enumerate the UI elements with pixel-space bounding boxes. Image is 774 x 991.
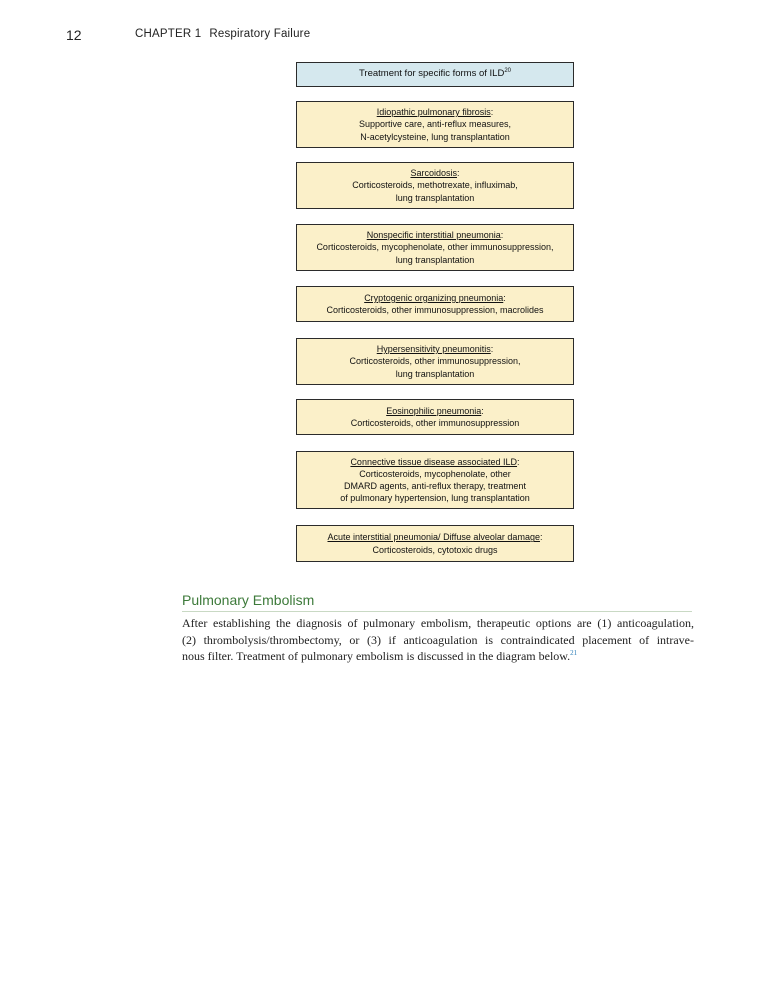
box-line: lung transplantation xyxy=(395,368,475,379)
box-title xyxy=(300,229,570,241)
box-line: of pulmonary hypertension, lung transplantation xyxy=(340,493,530,504)
body-paragraph xyxy=(182,615,694,665)
paragraph-line-text: nous filter. Treatment of pulmonary embolism is discussed in the diagram below. xyxy=(182,649,571,663)
box-line: Corticosteroids, cytotoxic drugs xyxy=(372,544,498,555)
box-line: Corticosteroids, other immunosuppression, xyxy=(349,356,521,367)
box-title-text: Idiopathic pulmonary fibrosis xyxy=(376,107,491,118)
running-head xyxy=(135,28,310,40)
box-title-text: Sarcoidosis xyxy=(410,168,457,179)
diagram-box-sarcoidosis xyxy=(296,162,574,209)
box-title-text: Cryptogenic organizing pneumonia xyxy=(364,292,504,303)
paragraph-line-last xyxy=(182,648,694,665)
box-line: lung transplantation xyxy=(395,254,475,265)
box-title-suffix: : xyxy=(500,230,504,241)
box-title-suffix: : xyxy=(517,456,520,467)
chapter-label: CHAPTER 1 xyxy=(135,28,202,40)
diagram-box-ipf xyxy=(296,101,574,148)
box-title-text: Hypersensitivity pneumonitis xyxy=(376,344,491,355)
box-line: Corticosteroids, other immunosuppression xyxy=(350,418,520,428)
box-title xyxy=(300,531,570,543)
box-title-text: Eosinophilic pneumonia xyxy=(386,405,482,416)
paragraph-line: After establishing the diagnosis of pulmonary embolism, therapeutic options are (1) anticoagulation, xyxy=(182,616,694,630)
diagram-box-ctd-ild xyxy=(296,451,574,509)
diagram-box-hp xyxy=(296,338,574,385)
box-title-suffix: : xyxy=(490,107,494,118)
box-line: lung transplantation xyxy=(395,192,475,203)
box-title xyxy=(300,456,570,468)
diagram-box-cop xyxy=(296,286,574,322)
box-title xyxy=(300,292,570,304)
box-title-text: Connective tissue disease associated ILD xyxy=(350,456,518,467)
diagram-box-eosinophilic xyxy=(296,399,574,435)
box-line: DMARD agents, anti-reflux therapy, treatment xyxy=(344,481,526,491)
diagram-header-label: Treatment for specific forms of ILD xyxy=(358,68,505,80)
chapter-title: Respiratory Failure xyxy=(209,28,311,40)
diagram-box-nsip xyxy=(296,224,574,271)
box-line: N-acetylcysteine, lung transplantation xyxy=(360,131,510,142)
box-title-suffix: : xyxy=(457,168,460,179)
box-title xyxy=(300,343,570,355)
box-title xyxy=(300,405,570,417)
box-line: Supportive care, anti-reflux measures, xyxy=(358,119,512,130)
box-line: Corticosteroids, mycophenolate, other immunosuppression, xyxy=(316,242,554,253)
paragraph-line: (2) thrombolysis/thrombectomy, or (3) if anticoagulation is contraindicated placement of intrave- xyxy=(182,632,694,647)
box-title-suffix: : xyxy=(503,292,506,303)
box-title-suffix: : xyxy=(481,405,484,416)
box-title xyxy=(300,167,570,179)
box-title-suffix: : xyxy=(539,532,543,543)
reference-superscript[interactable]: 21 xyxy=(570,649,578,657)
box-line: Corticosteroids, mycophenolate, other xyxy=(359,468,511,479)
diagram-box-aip xyxy=(296,525,574,562)
diagram-header-text xyxy=(300,68,570,80)
box-line: Corticosteroids, methotrexate, influximab, xyxy=(352,180,518,191)
box-title xyxy=(300,106,570,118)
box-title-suffix: : xyxy=(490,344,494,355)
diagram-header-ref: 20 xyxy=(504,68,512,75)
box-line: Corticosteroids, other immunosuppression, macrolides xyxy=(326,305,544,315)
box-title-text: Acute interstitial pneumonia/ Diffuse alveolar damage xyxy=(327,532,540,543)
section-heading: Pulmonary Embolism xyxy=(182,592,692,612)
page-number: 12 xyxy=(66,27,82,43)
box-title-text: Nonspecific interstitial pneumonia xyxy=(366,230,501,241)
diagram-header-box xyxy=(296,62,574,87)
